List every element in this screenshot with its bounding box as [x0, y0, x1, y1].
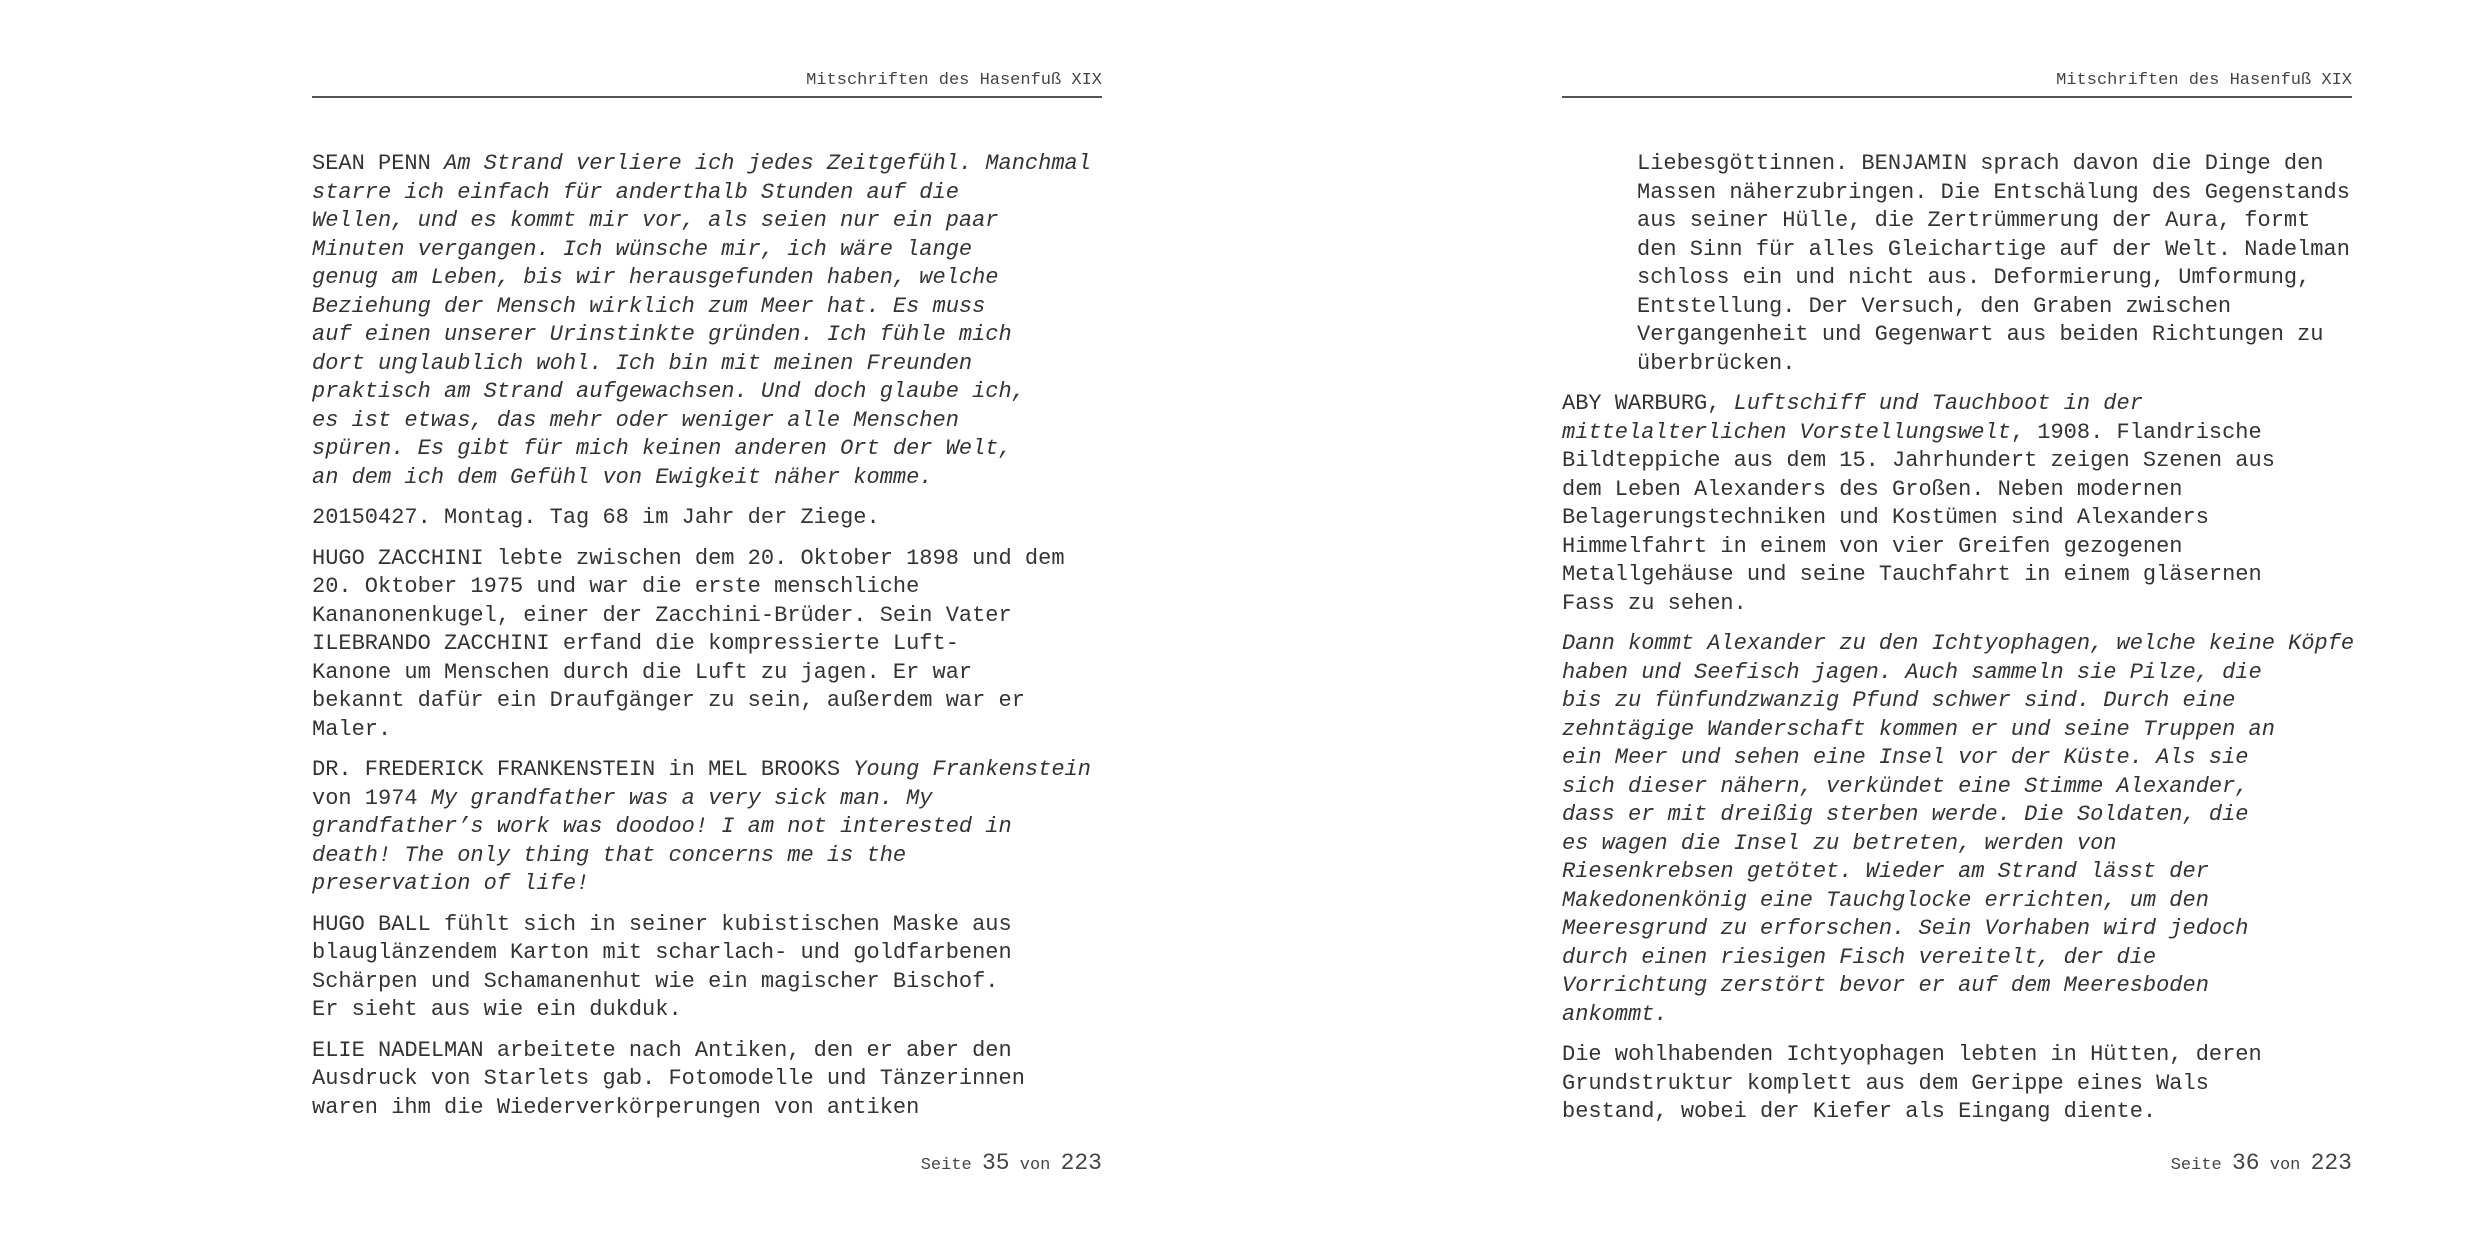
- text-line: [312, 236, 1102, 265]
- text-line: [312, 756, 1102, 785]
- text-line: [1637, 207, 2352, 236]
- text-line: [1562, 590, 2352, 619]
- text-line: [312, 716, 1102, 745]
- text-line: [312, 573, 1102, 602]
- text-line: [312, 545, 1102, 574]
- text-run: Maler.: [312, 716, 392, 742]
- text-run: bestand, wobei der Kiefer als Eingang diente.: [1562, 1099, 2157, 1124]
- text-line: [1637, 236, 2352, 265]
- italic-text: ein Meer und sehen eine Insel vor der Küste. Als sie: [1562, 745, 2249, 770]
- text-run: , 1908. Flandrische: [2010, 419, 2262, 445]
- current-page: 35: [981, 1150, 1010, 1176]
- text-line: [1562, 659, 2352, 688]
- text-line: [312, 407, 1102, 436]
- text-line: [1562, 1041, 2352, 1070]
- running-header: Mitschriften des Hasenfuß XIX: [2056, 71, 2352, 90]
- text-line: [312, 321, 1102, 350]
- text-run: dem Leben Alexanders des Großen. Neben modernen: [1562, 476, 2183, 502]
- current-page: 36: [2231, 1150, 2260, 1176]
- text-line: [312, 939, 1102, 968]
- text-line: [1562, 447, 2352, 476]
- text-run: blauglänzendem Karton mit scharlach- und goldfarbenen: [312, 940, 1012, 965]
- italic-text: sich dieser nähern, verkündet eine Stimme Alexander,: [1562, 773, 2249, 799]
- italic-text: starre ich einfach für anderthalb Stunden auf die: [312, 179, 959, 205]
- text-run: Grundstruktur komplett aus dem Gerippe eines Wals: [1562, 1070, 2209, 1096]
- paragraph: [1562, 630, 2355, 1029]
- italic-text: an dem ich dem Gefühl von Ewigkeit näher komme.: [312, 464, 933, 490]
- text-line: [312, 870, 1102, 899]
- text-line: [312, 207, 1102, 236]
- text-line: [312, 687, 1102, 716]
- text-line: [312, 264, 1102, 293]
- text-line: [312, 630, 1102, 659]
- text-line: [1562, 1098, 2352, 1127]
- text-run: ELIE NADELMAN arbeitete nach Antiken, den er aber den: [312, 1037, 1012, 1063]
- text-run: Kanone um Menschen durch die Luft zu jagen. Er war: [312, 659, 973, 685]
- italic-text: Wellen, und es kommt mir vor, als seien nur ein paar: [312, 208, 999, 233]
- italic-text: mittelalterlichen Vorstellungswelt: [1562, 419, 2011, 445]
- italic-text: praktisch am Strand aufgewachsen. Und doch glaube ich,: [312, 379, 1025, 404]
- text-run: SEAN PENN: [312, 151, 445, 176]
- text-run: bekannt dafür ein Draufgänger zu sein, außerdem war er: [312, 688, 1025, 713]
- text-line: [312, 1094, 1102, 1123]
- page-number: [312, 1150, 1102, 1176]
- page-word: Seite: [2170, 1156, 2222, 1175]
- text-line: [1637, 264, 2352, 293]
- text-line: [312, 659, 1102, 688]
- running-header: Mitschriften des Hasenfuß XIX: [806, 71, 1102, 90]
- text-run: Schärpen und Schamanenhut wie ein magischer Bischof.: [312, 968, 999, 994]
- italic-text: dort unglaublich wohl. Ich bin mit meinen Freunden: [312, 350, 973, 376]
- text-run: Ausdruck von Starlets gab. Fotomodelle und Tänzerinnen: [312, 1066, 1025, 1091]
- text-line: [1562, 561, 2352, 590]
- text-run: aus seiner Hülle, die Zertrümmerung der Aura, formt: [1637, 208, 2311, 233]
- text-run: Kananonenkugel, einer der Zacchini-Brüder. Sein Vater: [312, 602, 1012, 628]
- text-run: HUGO BALL fühlt sich in seiner kubistischen Maske aus: [312, 911, 1012, 937]
- text-line: [312, 378, 1102, 407]
- text-line: [312, 911, 1102, 940]
- text-run: Massen näherzubringen. Die Entschälung des Gegenstands: [1637, 179, 2350, 205]
- text-line: [1562, 476, 2352, 505]
- italic-text: Riesenkrebsen getötet. Wieder am Strand lässt der: [1562, 859, 2209, 884]
- page-body: [312, 150, 1102, 1134]
- paragraph: [312, 504, 1102, 533]
- text-line: [1562, 419, 2352, 448]
- text-line: [1637, 150, 2352, 179]
- total-pages: 223: [1060, 1150, 1102, 1176]
- text-run: Die wohlhabenden Ichtyophagen lebten in Hütten, deren: [1562, 1042, 2262, 1067]
- text-line: [1562, 390, 2352, 419]
- text-run: den Sinn für alles Gleichartige auf der Welt. Nadelman: [1637, 236, 2350, 262]
- italic-text: haben und Seefisch jagen. Auch sammeln sie Pilze, die: [1562, 659, 2262, 685]
- italic-text: ankommt.: [1562, 1001, 1668, 1027]
- header-rule: [312, 96, 1102, 98]
- text-line: [1562, 504, 2352, 533]
- text-run: von 1974: [312, 785, 431, 811]
- text-run: Er sieht aus wie ein dukduk.: [312, 997, 682, 1022]
- text-line: [1562, 716, 2352, 745]
- text-line: [1562, 687, 2352, 716]
- text-line: [312, 813, 1102, 842]
- text-line: [312, 150, 1102, 179]
- text-line: [312, 350, 1102, 379]
- text-run: Belagerungstechniken und Kostümen sind Alexanders: [1562, 505, 2209, 530]
- text-line: [312, 293, 1102, 322]
- italic-text: Meeresgrund zu erforschen. Sein Vorhaben wird jedoch: [1562, 916, 2249, 941]
- italic-text: death! The only thing that concerns me is the: [312, 842, 907, 868]
- text-line: [1562, 972, 2352, 1001]
- text-line: [1637, 350, 2352, 379]
- italic-text: es wagen die Insel zu betreten, werden von: [1562, 830, 2117, 856]
- text-line: [1562, 858, 2352, 887]
- text-run: Himmelfahrt in einem von vier Greifen gezogenen: [1562, 533, 2183, 559]
- italic-text: Beziehung der Mensch wirklich zum Meer hat. Es muss: [312, 293, 986, 319]
- text-line: [1562, 944, 2352, 973]
- italic-text: Luftschiff und Tauchboot in der: [1733, 391, 2143, 416]
- paragraph: [312, 756, 1102, 899]
- text-line: [1637, 293, 2352, 322]
- text-line: [1562, 1070, 2352, 1099]
- paragraph: [312, 911, 1102, 1025]
- italic-text: zehntägige Wanderschaft kommen er und seine Truppen an: [1562, 716, 2275, 742]
- text-line: [312, 602, 1102, 631]
- italic-text: spüren. Es gibt für mich keinen anderen Ort der Welt,: [312, 436, 1012, 461]
- text-run: ILEBRANDO ZACCHINI erfand die kompressierte Luft-: [312, 631, 959, 656]
- page-body: [1562, 150, 2355, 1139]
- right-page: [1562, 0, 2355, 1240]
- italic-text: auf einen unserer Urinstinkte gründen. Ich fühle mich: [312, 322, 1012, 347]
- text-run: 20150427. Montag. Tag 68 im Jahr der Ziege.: [312, 505, 880, 530]
- text-run: waren ihm die Wiederverkörperungen von antiken: [312, 1094, 920, 1120]
- paragraph: [1562, 1041, 2352, 1127]
- text-line: [312, 464, 1102, 493]
- italic-text: Am Strand verliere ich jedes Zeitgefühl. Manchmal: [444, 151, 1091, 176]
- paragraph: [312, 1037, 1102, 1123]
- paragraph: [312, 150, 1102, 492]
- text-line: [312, 842, 1102, 871]
- text-line: [1637, 179, 2352, 208]
- text-line: [1562, 533, 2352, 562]
- italic-text: grandfather’s work was doodoo! I am not interested in: [312, 814, 1012, 839]
- text-run: Liebesgöttinnen. BENJAMIN sprach davon die Dinge den: [1637, 151, 2324, 176]
- text-line: [1562, 887, 2352, 916]
- text-run: ABY WARBURG,: [1562, 391, 1734, 416]
- text-line: [312, 1037, 1102, 1066]
- text-run: überbrücken.: [1637, 350, 1796, 376]
- text-line: [1562, 773, 2352, 802]
- of-word: von: [2269, 1156, 2301, 1175]
- text-run: 20. Oktober 1975 und war die erste menschliche: [312, 574, 920, 599]
- text-line: [1562, 801, 2352, 830]
- paragraph: [1562, 390, 2352, 618]
- italic-text: Vorrichtung zerstört bevor er auf dem Meeresboden: [1562, 973, 2209, 998]
- text-run: Entstellung. Der Versuch, den Graben zwischen: [1637, 293, 2232, 319]
- text-line: [312, 435, 1102, 464]
- text-line: [312, 785, 1102, 814]
- text-run: schloss ein und nicht aus. Deformierung, Umformung,: [1637, 265, 2311, 290]
- italic-text: Dann kommt Alexander zu den Ichtyophagen, welche keine Köpfe: [1562, 631, 2355, 656]
- paragraph: [1562, 150, 2352, 378]
- italic-text: Minuten vergangen. Ich wünsche mir, ich wäre lange: [312, 236, 973, 262]
- italic-text: genug am Leben, bis wir herausgefunden haben, welche: [312, 265, 999, 290]
- text-line: [1562, 1001, 2352, 1030]
- text-line: [312, 996, 1102, 1025]
- italic-text: dass er mit dreißig sterben werde. Die Soldaten, die: [1562, 802, 2249, 827]
- italic-text: durch einen riesigen Fisch vereitelt, der die: [1562, 944, 2157, 970]
- text-line: [1562, 744, 2352, 773]
- page-number: [1562, 1150, 2352, 1176]
- text-line: [1637, 321, 2352, 350]
- text-line: [312, 1065, 1102, 1094]
- text-line: [1562, 630, 2355, 659]
- italic-text: Young Frankenstein: [853, 757, 1091, 782]
- text-line: [1562, 830, 2352, 859]
- text-line: [1562, 915, 2352, 944]
- italic-text: preservation of life!: [312, 871, 590, 896]
- text-run: DR. FREDERICK FRANKENSTEIN in MEL BROOKS: [312, 757, 854, 782]
- italic-text: es ist etwas, das mehr oder weniger alle Menschen: [312, 407, 959, 433]
- header-rule: [1562, 96, 2352, 98]
- total-pages: 223: [2310, 1150, 2352, 1176]
- text-run: HUGO ZACCHINI lebte zwischen dem 20. Oktober 1898 und dem: [312, 545, 1065, 571]
- left-page: [312, 0, 1102, 1240]
- of-word: von: [1019, 1156, 1051, 1175]
- page-word: Seite: [920, 1156, 972, 1175]
- italic-text: Makedonenkönig eine Tauchglocke errichten, um den: [1562, 887, 2209, 913]
- text-run: Fass zu sehen.: [1562, 590, 1747, 616]
- text-run: Vergangenheit und Gegenwart aus beiden Richtungen zu: [1637, 322, 2324, 347]
- italic-text: bis zu fünfundzwanzig Pfund schwer sind. Durch eine: [1562, 688, 2236, 713]
- italic-text: My grandfather was a very sick man. My: [430, 785, 933, 811]
- text-run: Bildteppiche aus dem 15. Jahrhundert zeigen Szenen aus: [1562, 448, 2275, 473]
- text-line: [312, 968, 1102, 997]
- paragraph: [312, 545, 1102, 745]
- text-run: Metallgehäuse und seine Tauchfahrt in einem gläsernen: [1562, 562, 2262, 587]
- text-line: [312, 504, 1102, 533]
- text-line: [312, 179, 1102, 208]
